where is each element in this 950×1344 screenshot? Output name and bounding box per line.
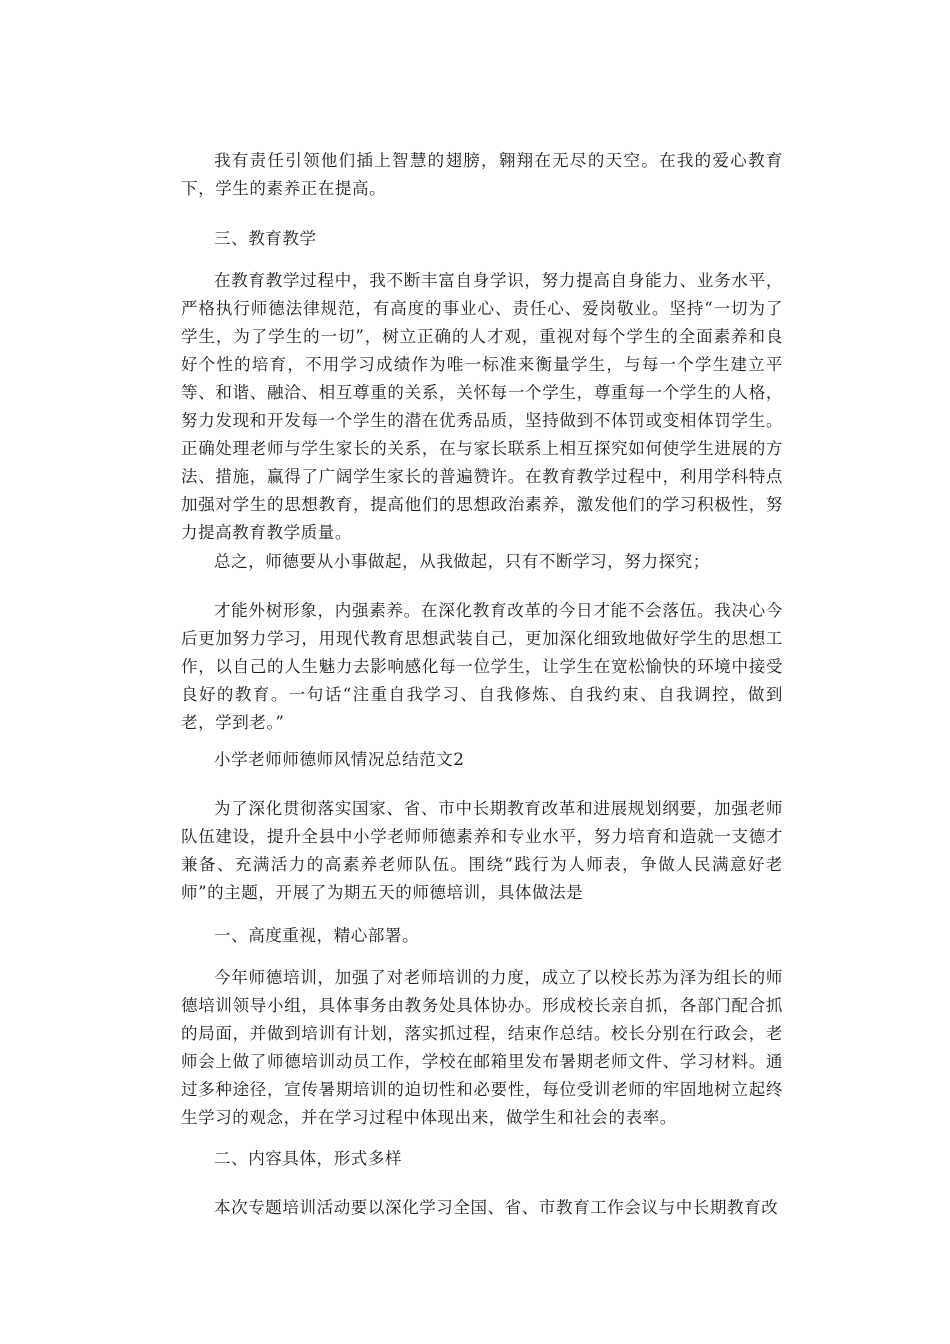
paragraph: 为了深化贯彻落实国家、省、市中长期教育改革和进展规划纲要，加强老师队伍建设，提升全县中小学老师师德素养和专业水平，努力培育和造就一支德才兼备、充满活力的高素养老师队伍。围绕“践行为人师表，争做人民满意好老师”的主题，开展了为期五天的师德培训，具体做法是: [181, 799, 783, 902]
paragraph: 今年师德培训，加强了对老师培训的力度，成立了以校长苏为泽为组长的师德培训领导小组，具体事务由教务处具体协办。形成校长亲自抓，各部门配合抓的局面，并做到培训有计划，落实抓过程，结束作总结。校长分别在行政会，老师会上做了师德培训动员工作，学校在邮箱里发布暑期老师文件、学习材料。通过多种途径，宣传暑期培训的迫切性和必要性，每位受训老师的牢固地树立起终生学习的观念，并在学习过程中体现出来，做学生和社会的表率。: [181, 968, 783, 1127]
section-heading: 三、教育教学: [214, 229, 317, 248]
section-heading: 小学老师师德师风情况总结范文2: [214, 750, 465, 769]
paragraph: 总之，师德要从小事做起，从我做起，只有不断学习，努力探究；: [214, 552, 710, 571]
paragraph: 本次专题培训活动要以深化学习全国、省、市教育工作会议与中长期教育改: [214, 1198, 779, 1217]
paragraph: 才能外树形象，内强素养。在深化教育改革的今日才能不会落伍。我决心今后更加努力学习，用现代教育思想武装自己，更加深化细致地做好学生的思想工作，以自己的人生魅力去影响感化每一位学生，让学生在宽松愉快的环境中接受良好的教育。一句话“注重自我学习、自我修炼、自我约束、自我调控，做到老，学到老。”: [181, 601, 783, 732]
paragraph: 在教育教学过程中，我不断丰富自身学识，努力提高自身能力、业务水平，严格执行师德法律规范，有高度的事业心、责任心、爱岗敬业。坚持“一切为了学生，为了学生的一切”，树立正确的人才观，重视对每个学生的全面素养和良好个性的培育，不用学习成绩作为唯一标准来衡量学生，与每一个学生建立平等、和谐、融洽、相互尊重的关系，关怀每一个学生，尊重每一个学生的人格，努力发现和开发每一个学生的潜在优秀品质，坚持做到不体罚或变相体罚学生。正确处理老师与学生家长的关系，在与家长联系上相互探究如何使学生进展的方法、措施，赢得了广阔学生家长的普遍赞许。在教育教学过程中，利用学科特点加强对学生的思想教育，提高他们的思想政治素养，激发他们的学习积极性，努力提高教育教学质量。: [181, 271, 783, 542]
paragraph: 我有责任引领他们插上智慧的翅膀，翱翔在无尽的天空。在我的爱心教育下，学生的素养正在提高。: [181, 151, 783, 198]
section-heading: 一、高度重视，精心部署。: [214, 926, 420, 945]
section-heading: 二、内容具体，形式多样: [214, 1149, 403, 1168]
